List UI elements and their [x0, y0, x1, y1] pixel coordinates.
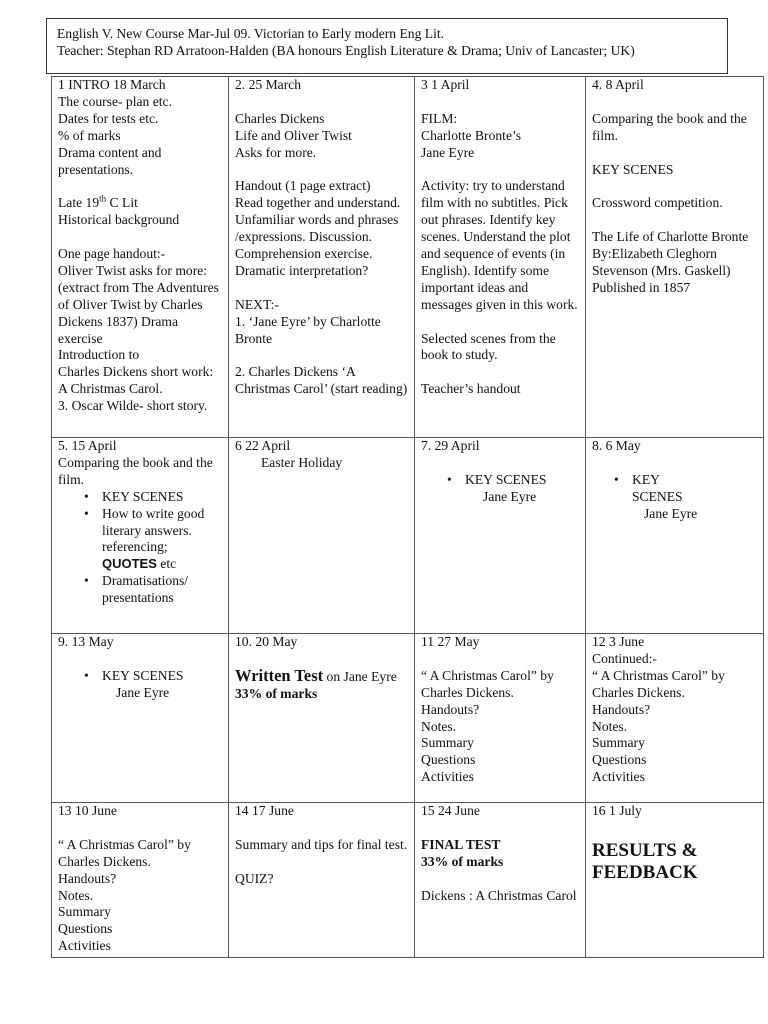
week-cell-10 [229, 634, 415, 803]
week-content: Charles Dickens Life and Oliver Twist Asks for more. [235, 110, 352, 160]
table-row [52, 634, 764, 803]
week-content: Easter Holiday [261, 454, 343, 470]
week-content: Crossword competition. [592, 195, 723, 211]
week-cell-4 [586, 77, 764, 438]
list-item: • Dramatisations/ presentations [102, 573, 224, 607]
week-cell-12 [586, 634, 764, 803]
week-bullet-list [421, 472, 581, 489]
list-item: • KEY SCENES [465, 472, 581, 489]
week-content: Jane Eyre [483, 488, 537, 504]
week-content: FILM: Charlotte Bronte’s Jane Eyre [421, 110, 522, 160]
week-heading: 10. 20 May [235, 634, 298, 649]
course-title: English V. New Course Mar-Jul 09. Victorian to Early modern Eng Lit. [57, 26, 445, 41]
week-content: Comparing the book and the film. [58, 454, 213, 487]
week-heading: 16 1 July [592, 803, 642, 818]
week-content: 2. Charles Dickens ‘A Christmas Carol’ (start reading) [235, 364, 408, 397]
week-heading: 9. 13 May [58, 634, 114, 649]
week-heading: 7. 29 April [421, 438, 480, 453]
week-content: NEXT:- 1. ‘Jane Eyre’ by Charlotte Bronte [235, 296, 381, 346]
week-heading: 14 17 June [235, 803, 294, 818]
week-cell-6 [229, 438, 415, 634]
week-heading: 15 24 June [421, 803, 480, 818]
week-content: Jane Eyre [644, 505, 698, 521]
week-cell-15 [415, 803, 586, 958]
week-bullet-list [58, 668, 224, 685]
week-heading: 6 22 April [235, 438, 291, 453]
week-cell-5 [52, 438, 229, 634]
week-content: Dickens : A Christmas Carol [421, 887, 577, 903]
week-heading: 8. 6 May [592, 438, 641, 453]
week-content: Comparing the book and the film. [592, 110, 747, 143]
week-heading: 2. 25 March [235, 77, 302, 92]
week-content: Continued:- “ A Christmas Carol” by Charles Dickens. Handouts? Notes. Summary Questions Activities [592, 650, 725, 785]
list-item: • KEY SCENES [632, 472, 702, 506]
week-bullet-list [592, 472, 702, 506]
week-content: 33% of marks [235, 685, 318, 701]
list-item: • How to write good literary answers. referencing; QUOTES etc [102, 506, 224, 574]
week-cell-9 [52, 634, 229, 803]
week-cell-13 [52, 803, 229, 958]
week-content: QUIZ? [235, 870, 274, 886]
week-content: One page handout:- Oliver Twist asks for more: (extract from The Adventures of Oliver Twist by Charles Dickens 1837) Drama exercise Introduction to Charles Dickens short work: A Christmas Carol. 3. Oscar Wilde- short story. [58, 246, 219, 414]
week-content: Handout (1 page extract) Read together and understand. Unfamiliar words and phrases /expressions. Discussion. Comprehension exercise. Dramatic interpretation? [235, 178, 401, 278]
week-cell-11 [415, 634, 586, 803]
week-content: 33% of marks [421, 853, 504, 869]
week-content: Teacher’s handout [421, 381, 521, 397]
week-content: “ A Christmas Carol” by Charles Dickens. Handouts? Notes. Summary Questions Activities [421, 667, 554, 785]
week-content: The course- plan etc. Dates for tests etc. % of marks Drama content and presentations. [58, 93, 172, 177]
week-cell-2 [229, 77, 415, 438]
week-content: Written Test on Jane Eyre [235, 665, 397, 685]
week-cell-1 [52, 77, 229, 438]
week-cell-14 [229, 803, 415, 958]
week-content: Selected scenes from the book to study. [421, 330, 556, 363]
week-content: Late 19th C Lit Historical background [58, 193, 180, 228]
week-content: Jane Eyre [116, 684, 170, 700]
week-cell-8 [586, 438, 764, 634]
table-row [52, 438, 764, 634]
week-cell-3 [415, 77, 586, 438]
week-content: Summary and tips for final test. [235, 836, 408, 852]
week-heading: 1 INTRO 18 March [58, 77, 166, 92]
document-header [46, 18, 728, 74]
course-schedule-table [51, 76, 764, 958]
week-heading: 11 27 May [421, 634, 480, 649]
week-content: The Life of Charlotte Bronte By:Elizabeth Cleghorn Stevenson (Mrs. Gaskell) Published in 1857 [592, 229, 749, 295]
list-item: • KEY SCENES [102, 489, 224, 506]
week-heading: 3 1 April [421, 77, 470, 92]
table-row [52, 77, 764, 438]
table-row [52, 803, 764, 958]
week-cell-7 [415, 438, 586, 634]
week-content: FINAL TEST [421, 836, 501, 852]
week-bullet-list [58, 489, 224, 607]
week-heading: 12 3 June [592, 634, 645, 649]
week-heading: 5. 15 April [58, 438, 117, 453]
week-heading: 13 10 June [58, 803, 117, 818]
week-content: “ A Christmas Carol” by Charles Dickens. Handouts? Notes. Summary Questions Activities [58, 836, 191, 954]
week-heading: 4. 8 April [592, 77, 644, 92]
teacher-line: Teacher: Stephan RD Arratoon-Halden (BA honours English Literature & Drama; Univ of Lancaster; UK) [57, 43, 635, 58]
week-content: KEY SCENES [592, 161, 674, 177]
list-item: • KEY SCENES [102, 668, 224, 685]
week-cell-16 [586, 803, 764, 958]
week-content: Activity: try to understand film with no subtitles. Pick out phrases. Identify key scenes. Understand the plot and sequence of events (in English). Identify some important ideas and messages given in this work. [421, 178, 578, 312]
results-feedback-label: RESULTS & FEEDBACK [592, 839, 698, 883]
